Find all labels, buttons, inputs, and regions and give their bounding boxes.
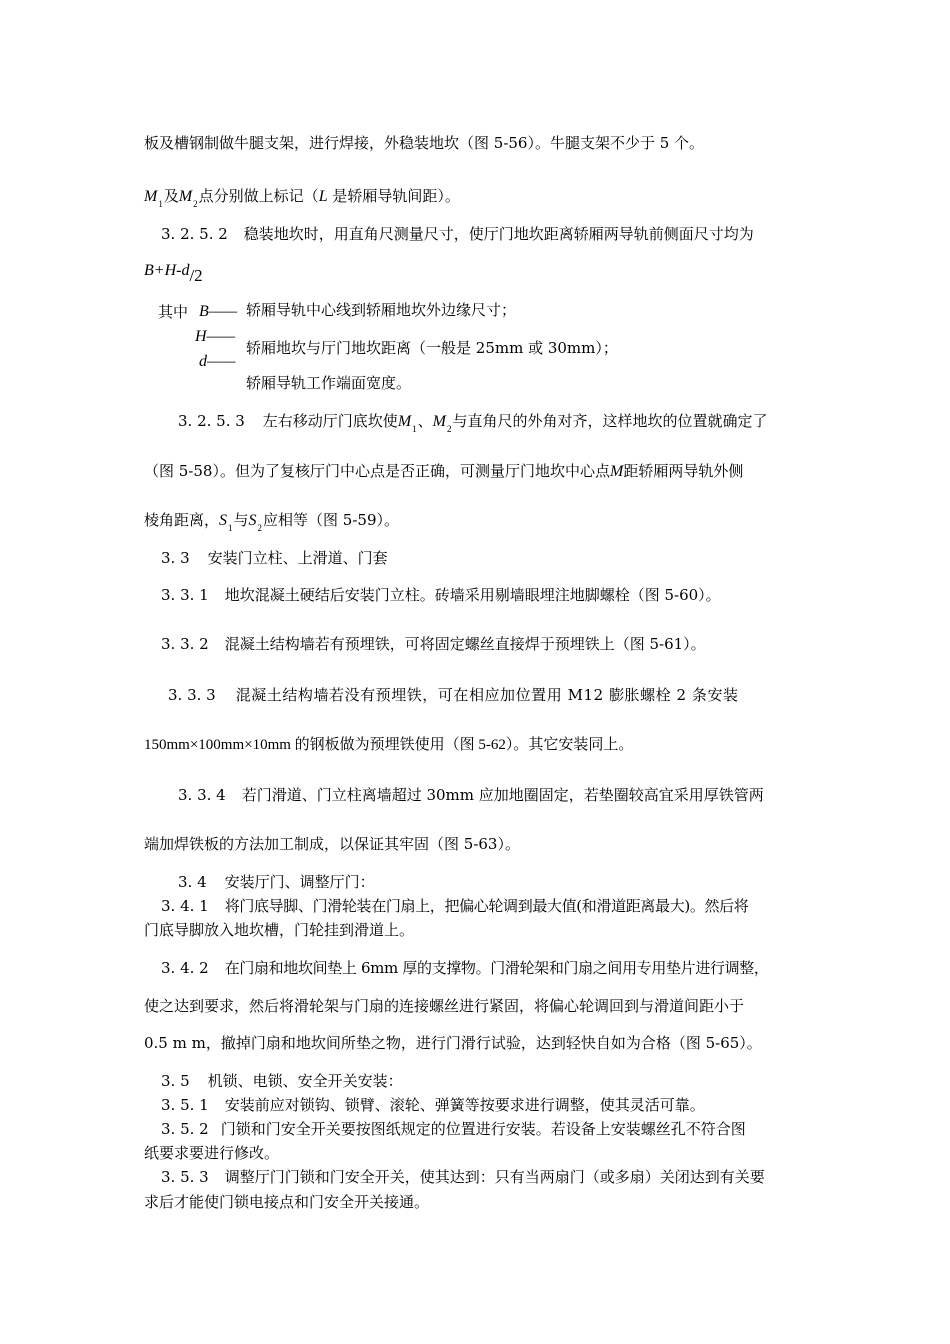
section-3-4-heading: 3. 4 安装厅门、调整厅门： bbox=[178, 873, 375, 891]
formula: B+H-d/2 bbox=[144, 262, 203, 285]
section-3-3-1: 3. 3. 1 地坎混凝土硬结后安装门立柱。砖墙采用剔墙眼埋注地脚螺栓（图 5-60）。 bbox=[161, 586, 721, 604]
section-3-5-heading: 3. 5 机锁、电锁、安全开关安装： bbox=[161, 1072, 403, 1090]
paragraph-line: （图 5-58）。但为了复核厅门中心点是否正确，可测量厅门地坎中心点M距轿厢两导轨外侧 bbox=[144, 462, 744, 480]
section-3-2-5-3: 3. 2. 5. 3 左右移动厅门底坎使$M_1$、$M_2$与直角尺的外角对齐，这样地坎的位置就确定了 bbox=[178, 412, 768, 434]
paragraph-line: 板及槽钢制做牛腿支架，进行焊接，外稳装地坎（图 5-56）。牛腿支架不少于 5 个。 bbox=[144, 134, 705, 152]
paragraph-line: 使之达到要求，然后将滑轮架与门扇的连接螺丝进行紧固，将偏心轮调回到与滑道间距小于 bbox=[144, 997, 745, 1015]
section-3-3-4: 3. 3. 4 若门滑道、门立柱离墙超过 30mm 应加地圈固定，若垫圈较高宜采用厚铁管两 bbox=[178, 786, 764, 804]
section-3-5-3: 3. 5. 3 调整厅门门锁和门安全开关，使其达到：只有当两扇门（或多扇）关闭达到有关要 bbox=[161, 1168, 765, 1186]
section-number: 3. 2. 5. 2 bbox=[161, 225, 228, 243]
section-3-3-3: 3. 3. 3 混凝土结构墙若没有预埋铁，可在相应加位置用 M12 膨胀螺栓 2 条安装 bbox=[168, 686, 739, 704]
var-h: H—— bbox=[195, 328, 236, 345]
section-number: 3. 2. 5. 3 bbox=[178, 412, 245, 430]
paragraph-line: 棱角距离，$S_1$与$S_2$应相等（图 5-59）。 bbox=[144, 511, 399, 533]
var-d: d—— bbox=[199, 353, 236, 370]
section-3-4-1: 3. 4. 1 将门底导脚、门滑轮装在门扇上，把偏心轮调到最大值(和滑道距离最大)。然后将 bbox=[161, 897, 749, 915]
paragraph-line: 端加焊铁板的方法加工制成，以保证其牢固（图 5-63）。 bbox=[144, 835, 520, 853]
section-3-4-2: 3. 4. 2 在门扇和地坎间垫上 6mm 厚的支撑物。门滑轮架和门扇之间用专用垫片进行调整， bbox=[161, 959, 769, 977]
definition-h: 轿厢地坎与厅门地坎距离（一般是 25mm 或 30mm）； bbox=[246, 339, 618, 357]
paragraph-line: 求后才能使门锁电接点和门安全开关接通。 bbox=[144, 1193, 430, 1211]
paragraph-line: 门底导脚放入地坎槽，门轮挂到滑道上。 bbox=[144, 921, 415, 939]
definition-b: 轿厢导轨中心线到轿厢地坎外边缘尺寸； bbox=[246, 301, 517, 319]
section-3-3-heading: 3. 3 安装门立柱、上滑道、门套 bbox=[161, 549, 388, 567]
var-b: B—— bbox=[199, 303, 238, 320]
section-3-2-5-2: 3. 2. 5. 2 稳装地坎时，用直角尺测量尺寸，使厅门地坎距离轿厢两导轨前侧面尺寸均为 bbox=[161, 225, 754, 243]
where-label: 其中 bbox=[158, 303, 189, 321]
paragraph-line: 0.5 m m，撤掉门扇和地坎间所垫之物，进行门滑行试验，达到轻快自如为合格（图 5-65）。 bbox=[144, 1034, 762, 1052]
section-3-3-2: 3. 3. 2 混凝土结构墙若有预埋铁，可将固定螺丝直接焊于预埋铁上（图 5-61）。 bbox=[161, 635, 706, 653]
paragraph-line: $M_1$及$M_2$点分别做上标记（L 是轿厢导轨间距）。 bbox=[144, 187, 460, 209]
definition-d: 轿厢导轨工作端面宽度。 bbox=[246, 374, 412, 392]
section-3-5-1: 3. 5. 1 安装前应对锁钩、锁臂、滚轮、弹簧等按要求进行调整，使其灵活可靠。 bbox=[161, 1096, 705, 1114]
paragraph-line: 纸要求要进行修改。 bbox=[144, 1144, 280, 1162]
section-3-5-2: 3. 5. 2 门锁和门安全开关要按图纸规定的位置进行安装。若设备上安装螺丝孔不符合图 bbox=[161, 1120, 746, 1138]
paragraph-line: 150mm×100mm×10mm 的钢板做为预埋铁使用（图 5-62）。其它安装同上。 bbox=[144, 737, 634, 753]
